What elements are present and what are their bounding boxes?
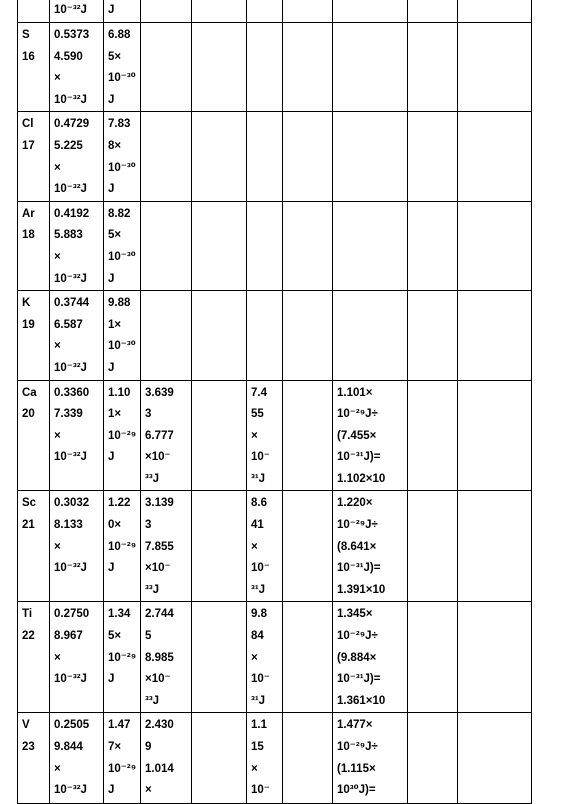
value-cell xyxy=(141,291,192,380)
table-row xyxy=(18,380,532,491)
value-cell: J xyxy=(104,0,141,23)
empty-cell xyxy=(283,380,333,491)
value-cell: 2.744 5 8.985 ×10⁻ ³³J xyxy=(141,602,192,713)
empty-cell xyxy=(408,0,458,23)
table-row xyxy=(18,602,532,713)
element-cell: K 19 xyxy=(18,291,50,380)
value-cell xyxy=(247,201,283,290)
empty-cell xyxy=(458,380,532,491)
table-row xyxy=(18,291,532,380)
value-cell: 0.4192 5.883 × 10⁻³²J xyxy=(50,201,104,290)
value-cell xyxy=(247,0,283,23)
element-cell: Ti 22 xyxy=(18,602,50,713)
value-cell: 9.88 1× 10⁻³⁰ J xyxy=(104,291,141,380)
value-cell xyxy=(247,112,283,201)
empty-cell xyxy=(408,201,458,290)
formula-cell: 1.101× 10⁻²⁹J÷ (7.455× 10⁻³¹J)= 1.102×10 xyxy=(333,380,408,491)
value-cell: 10⁻³²J xyxy=(50,0,104,23)
empty-cell xyxy=(192,0,247,23)
empty-cell xyxy=(283,602,333,713)
formula-cell xyxy=(333,201,408,290)
value-cell: 0.5373 4.590 × 10⁻³²J xyxy=(50,23,104,112)
value-cell: 7.83 8× 10⁻³⁰ J xyxy=(104,112,141,201)
value-cell: 0.3360 7.339 × 10⁻³²J xyxy=(50,380,104,491)
empty-cell xyxy=(192,380,247,491)
element-cell: Sc 21 xyxy=(18,491,50,602)
empty-cell xyxy=(458,23,532,112)
empty-cell xyxy=(458,112,532,201)
value-cell: 0.4729 5.225 × 10⁻³²J xyxy=(50,112,104,201)
value-cell: 1.22 0× 10⁻²⁹ J xyxy=(104,491,141,602)
value-cell: 0.2750 8.967 × 10⁻³²J xyxy=(50,602,104,713)
value-cell: 0.3032 8.133 × 10⁻³²J xyxy=(50,491,104,602)
formula-cell xyxy=(333,23,408,112)
value-cell: 1.1 15 × 10⁻ xyxy=(247,713,283,804)
value-cell: 1.34 5× 10⁻²⁹ J xyxy=(104,602,141,713)
value-cell: 9.8 84 × 10⁻ ³¹J xyxy=(247,602,283,713)
empty-cell xyxy=(283,201,333,290)
value-cell: 7.4 55 × 10⁻ ³¹J xyxy=(247,380,283,491)
element-cell: Ca 20 xyxy=(18,380,50,491)
element-cell: Cl 17 xyxy=(18,112,50,201)
formula-cell: 1.220× 10⁻²⁹J÷ (8.641× 10⁻³¹J)= 1.391×10 xyxy=(333,491,408,602)
empty-cell xyxy=(458,0,532,23)
table-row xyxy=(18,201,532,290)
empty-cell xyxy=(408,491,458,602)
value-cell: 3.639 3 6.777 ×10⁻ ³³J xyxy=(141,380,192,491)
value-cell xyxy=(141,23,192,112)
value-cell: 1.47 7× 10⁻²⁹ J xyxy=(104,713,141,804)
value-cell xyxy=(141,201,192,290)
empty-cell xyxy=(458,291,532,380)
empty-cell xyxy=(283,491,333,602)
table-row xyxy=(18,0,532,23)
formula-cell: 1.477× 10⁻²⁹J÷ (1.115× 10³⁰J)= xyxy=(333,713,408,804)
empty-cell xyxy=(458,491,532,602)
data-table xyxy=(17,0,532,804)
value-cell xyxy=(247,291,283,380)
empty-cell xyxy=(283,112,333,201)
empty-cell xyxy=(408,291,458,380)
empty-cell xyxy=(192,713,247,804)
empty-cell xyxy=(458,713,532,804)
value-cell: 8.6 41 × 10⁻ ³¹J xyxy=(247,491,283,602)
value-cell: 6.88 5× 10⁻³⁰ J xyxy=(104,23,141,112)
empty-cell xyxy=(408,713,458,804)
empty-cell xyxy=(192,201,247,290)
element-cell: Ar 18 xyxy=(18,201,50,290)
value-cell xyxy=(141,112,192,201)
empty-cell xyxy=(283,0,333,23)
formula-cell: 1.345× 10⁻²⁹J÷ (9.884× 10⁻³¹J)= 1.361×10 xyxy=(333,602,408,713)
empty-cell xyxy=(192,23,247,112)
formula-cell xyxy=(333,112,408,201)
empty-cell xyxy=(283,291,333,380)
value-cell: 3.139 3 7.855 ×10⁻ ³³J xyxy=(141,491,192,602)
empty-cell xyxy=(408,112,458,201)
value-cell xyxy=(141,0,192,23)
empty-cell xyxy=(408,23,458,112)
empty-cell xyxy=(192,602,247,713)
empty-cell xyxy=(458,201,532,290)
value-cell: 1.10 1× 10⁻²⁹ J xyxy=(104,380,141,491)
value-cell: 0.2505 9.844 × 10⁻³²J xyxy=(50,713,104,804)
table-body xyxy=(18,0,532,804)
value-cell: 2.430 9 1.014 × xyxy=(141,713,192,804)
empty-cell xyxy=(458,602,532,713)
table-row xyxy=(18,112,532,201)
element-cell xyxy=(18,0,50,23)
table-row xyxy=(18,23,532,112)
value-cell: 8.82 5× 10⁻³⁰ J xyxy=(104,201,141,290)
empty-cell xyxy=(192,491,247,602)
element-cell: S 16 xyxy=(18,23,50,112)
empty-cell xyxy=(408,602,458,713)
empty-cell xyxy=(408,380,458,491)
formula-cell xyxy=(333,0,408,23)
value-cell xyxy=(247,23,283,112)
formula-cell xyxy=(333,291,408,380)
empty-cell xyxy=(192,112,247,201)
table-row xyxy=(18,713,532,804)
table-row xyxy=(18,491,532,602)
empty-cell xyxy=(283,713,333,804)
empty-cell xyxy=(192,291,247,380)
empty-cell xyxy=(283,23,333,112)
value-cell: 0.3744 6.587 × 10⁻³²J xyxy=(50,291,104,380)
element-cell: V 23 xyxy=(18,713,50,804)
